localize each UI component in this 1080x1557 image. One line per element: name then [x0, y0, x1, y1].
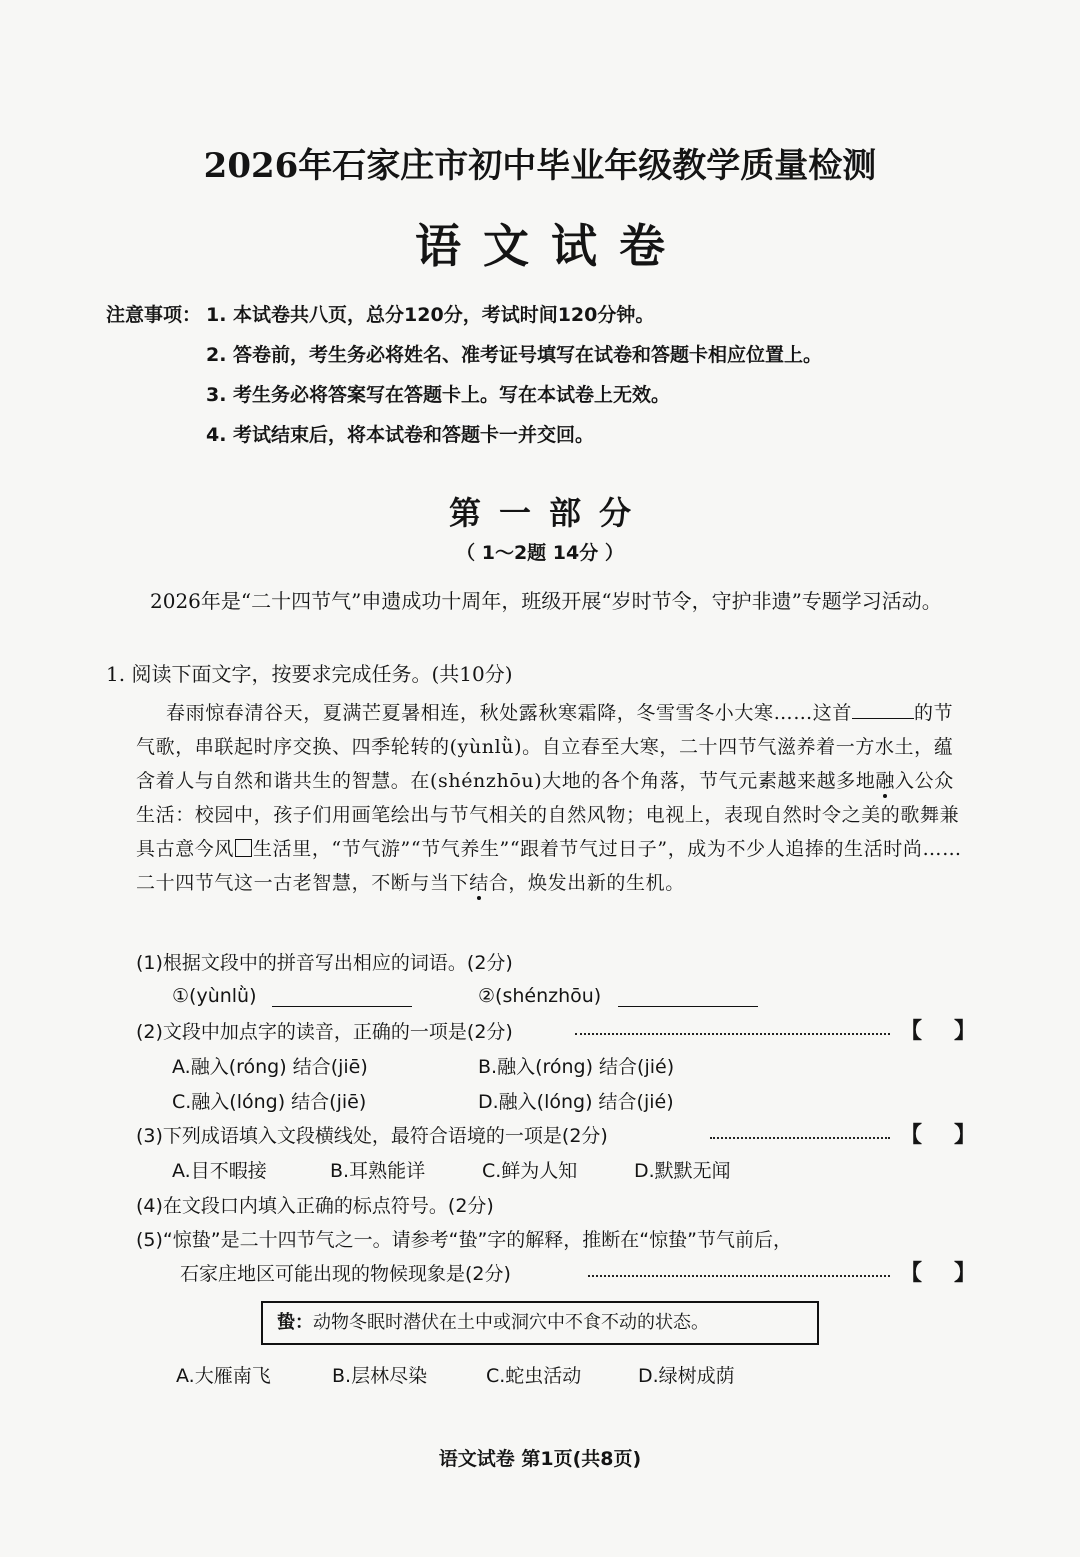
- exam-title: 2026年石家庄市初中毕业年级教学质量检测: [203, 146, 877, 186]
- answer-bracket-left-5: 【: [900, 1261, 923, 1286]
- passage-part-1: 春雨惊春清谷天，夏满芒夏暑相连，秋处露秋寒霜降，冬雪雪冬小大寒……这首: [166, 702, 853, 724]
- answer-bracket-right-5: 】: [954, 1261, 977, 1286]
- sub-question-3: (3)下列成语填入文段横线处，最符合语境的一项是(2分): [136, 1125, 608, 1147]
- option-2a: A.融入(róng) 结合(jiē): [172, 1056, 368, 1078]
- answer-line-1: [272, 1006, 412, 1007]
- pinyin-item-1: ①(yùnlǜ): [172, 985, 257, 1007]
- part-subtitle: （ 1～2题 14分 ）: [456, 542, 624, 564]
- option-5c: C.蛇虫活动: [486, 1365, 582, 1387]
- sub-question-5-line-1: (5)“惊蛰”是二十四节气之一。请参考“蛰”字的解释，推断在“惊蛰”节气前后，: [136, 1229, 792, 1251]
- option-3a: A.目不暇接: [172, 1160, 267, 1182]
- definition-text: 动物冬眠时潜伏在土中或洞穴中不食不动的状态。: [313, 1312, 709, 1333]
- answer-bracket-left-2: 【: [900, 1019, 923, 1044]
- option-3c: C.鲜为人知: [482, 1160, 578, 1182]
- notice-item-1: 1. 本试卷共八页，总分120分，考试时间120分钟。: [206, 304, 655, 326]
- passage-part-5: 合，焕发出新的生机。: [488, 872, 685, 894]
- sub-question-4: (4)在文段口内填入正确的标点符号。(2分): [136, 1195, 494, 1217]
- sub-question-2: (2)文段中加点字的读音，正确的一项是(2分): [136, 1021, 513, 1043]
- passage-part-2: 的节气歌，串联起时序交换、四季轮转的(yùnlǜ)。自立春至大寒，二十四节气滋养着一方水土，蕴含着人与自然和谐共生的智慧。在(shénzhōu)大地的各个角落，节气元素越来越多地: [136, 702, 954, 792]
- subject-title: 语文试卷: [415, 219, 687, 273]
- option-5b: B.层林尽染: [332, 1365, 428, 1387]
- option-3b: B.耳熟能详: [330, 1160, 426, 1182]
- dotted-char-rong: 融: [875, 770, 896, 792]
- punctuation-box: [235, 839, 252, 857]
- definition-term: 蛰：: [277, 1312, 313, 1333]
- option-5d: D.绿树成荫: [638, 1365, 735, 1387]
- notice-label: 注意事项：: [106, 304, 202, 326]
- sub-question-5-line-2: 石家庄地区可能出现的物候现象是(2分): [180, 1263, 511, 1285]
- question-1-heading: 1. 阅读下面文字，按要求完成任务。(共10分): [106, 662, 513, 686]
- passage-part-4: 生活里，“节气游”“节气养生”“跟着节气过日子”，成为不少人追捧的生活时尚……二十四节气这一古老智慧，不断与当下: [136, 838, 962, 894]
- dotted-leader-2: [575, 1033, 890, 1035]
- answer-bracket-right-2: 】: [954, 1019, 977, 1044]
- dotted-leader-5: [588, 1275, 890, 1277]
- answer-bracket-left-3: 【: [900, 1123, 923, 1148]
- notice-item-4: 4. 考试结束后，将本试卷和答题卡一并交回。: [206, 424, 595, 446]
- notice-item-3: 3. 考生务必将答案写在答题卡上。写在本试卷上无效。: [206, 384, 671, 406]
- sub-question-1: (1)根据文段中的拼音写出相应的词语。(2分): [136, 952, 513, 974]
- option-2c: C.融入(lóng) 结合(jiē): [172, 1091, 367, 1113]
- part-title: 第一部分: [448, 494, 649, 532]
- passage-blank-line: [852, 700, 914, 719]
- option-2b: B.融入(róng) 结合(jié): [478, 1056, 675, 1078]
- page-footer: 语文试卷 第1页(共8页): [438, 1448, 642, 1470]
- option-5a: A.大雁南飞: [176, 1365, 271, 1387]
- option-2d: D.融入(lóng) 结合(jié): [478, 1091, 674, 1113]
- answer-bracket-right-3: 】: [954, 1123, 977, 1148]
- dotted-leader-3: [710, 1137, 890, 1139]
- intro-paragraph: 2026年是“二十四节气”申遗成功十周年，班级开展“岁时节令，守护非遗”专题学习活动。: [150, 589, 942, 613]
- pinyin-item-2: ②(shénzhōu): [478, 985, 602, 1007]
- answer-line-2: [618, 1006, 758, 1007]
- definition-box: [261, 1301, 819, 1345]
- dotted-char-jie: 结: [469, 872, 489, 894]
- passage-part-3: 入公众生活：校园中，孩子们用画笔绘出与节气相关的自然风物；电视上，表现自然时令之美的歌舞兼具古意今风: [136, 770, 960, 860]
- notice-item-2: 2. 答卷前，考生务必将姓名、准考证号填写在试卷和答题卡相应位置上。: [206, 344, 823, 366]
- reading-passage: [136, 696, 971, 900]
- option-3d: D.默默无闻: [634, 1160, 731, 1182]
